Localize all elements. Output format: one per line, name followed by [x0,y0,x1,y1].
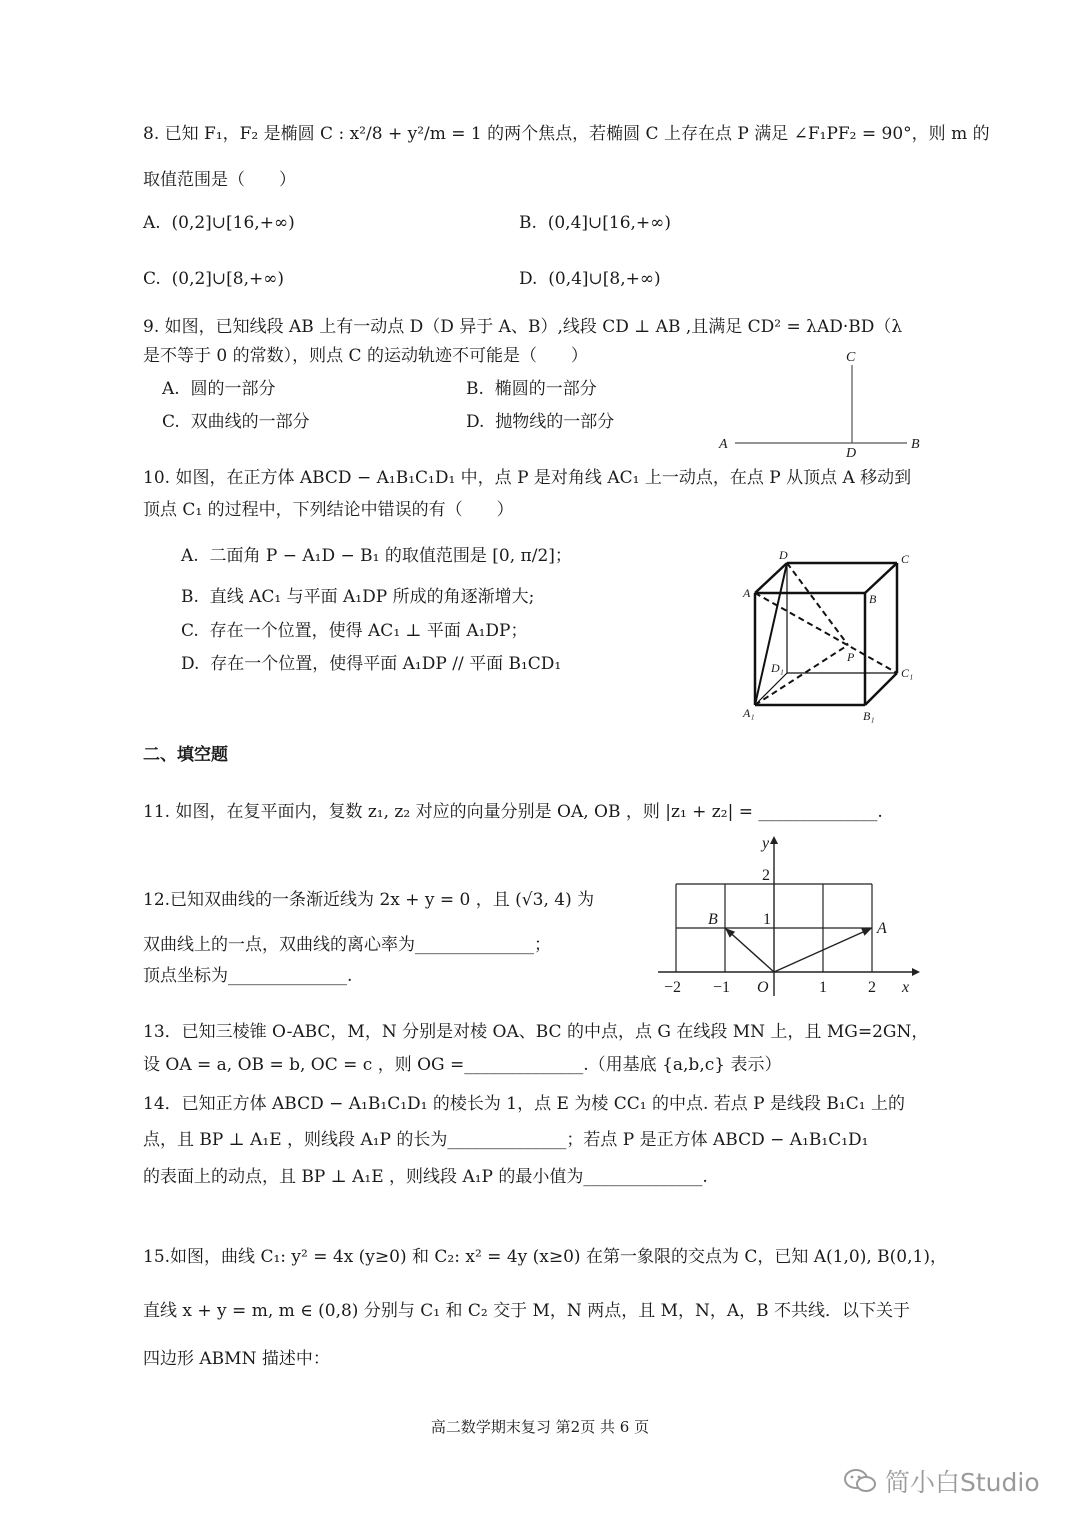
q13-line2: 设 OA = a, OB = b, OC = c ，则 OG =______________.（用基底 {a,b,c} 表示） [143,1055,782,1075]
y-axis-label: y [762,835,770,852]
cube-label-a1: A₁ [743,706,755,720]
x-tick-1: 1 [819,979,827,996]
cube-label-d: D [779,548,788,562]
q9-option-d: D. 抛物线的一部分 [466,412,615,432]
q13-line1: 13．已知三棱锥 O-ABC，M，N 分别是对棱 OA、BC 的中点，点 G 在线段 MN 上，且 MG=2GN， [143,1022,929,1042]
q11-complex-plane-figure [650,832,930,1002]
cube-label-d1: D₁ [771,661,784,675]
page-footer: 高二数学期末复习 第2页 共 6 页 [430,1418,650,1436]
q10-line1: 10. 如图，在正方体 ABCD − A₁B₁C₁D₁ 中，点 P 是对角线 AC₁ 上一动点，在点 P 从顶点 A 移动到 [143,468,912,488]
segment-a1-d [755,563,787,705]
q12-line1: 12.已知双曲线的一条渐近线为 2x + y = 0 ，且 (√3, 4) 为 [143,890,595,910]
q10-cube-figure [735,545,925,725]
cube-label-c1: C₁ [901,666,914,680]
watermark-text: 简小白Studio [885,1468,1040,1497]
q10-option-d: D. 存在一个位置，使得平面 A₁DP // 平面 B₁CD₁ [181,654,562,674]
q12-line2: 双曲线上的一点，双曲线的离心率为______________； [143,935,551,955]
section-heading-fill-in: 二、填空题 [143,745,228,765]
q9-option-b: B. 椭圆的一部分 [466,379,597,399]
q10-line2: 顶点 C₁ 的过程中，下列结论中错误的有（ ） [143,500,514,520]
watermark [843,1463,1040,1499]
y-axis-arrow [770,836,778,844]
vector-oa-arrowhead [861,928,872,936]
q9-label-a: A [719,437,728,452]
edge-b-c [865,563,897,593]
q9-line2: 是不等于 0 的常数），则点 C 的运动轨迹不可能是（ ） [143,346,588,366]
x-tick-neg2: −2 [664,979,682,996]
q8-option-d: D. (0,4]∪[8,+∞) [519,269,661,289]
q9-line1: 9. 如图，已知线段 AB 上有一动点 D（D 异于 A、B）,线段 CD ⊥ AB ,且满足 CD² = λAD·BD（λ [143,317,903,337]
x-tick-2: 2 [868,979,876,996]
cube-label-p: P [847,650,855,664]
q8-option-c: C. (0,2]∪[8,+∞) [143,269,285,289]
q15-line1: 15.如图，曲线 C₁: y² = 4x (y≥0) 和 C₂: x² = 4y (x≥0) 在第一象限的交点为 C，已知 A(1,0), B(0,1)， [143,1247,947,1267]
cube-label-b1: B₁ [863,709,875,723]
x-axis-arrow [912,968,920,976]
q11-line1: 11. 如图，在复平面内，复数 z₁, z₂ 对应的向量分别是 OA, OB ，则 |z₁ + z₂| = ______________. [143,802,883,822]
cube-label-a: A [743,586,751,600]
q9-label-b: B [911,437,920,452]
q9-figure [715,345,930,460]
q14-line2: 点，且 BP ⊥ A₁E ，则线段 A₁P 的长为______________；若点 P 是正方体 ABCD − A₁B₁C₁D₁ [143,1130,869,1150]
segment-d-p [787,563,848,645]
q12-line3: 顶点坐标为______________. [143,966,353,986]
q9-option-a: A. 圆的一部分 [162,379,276,399]
q15-line2: 直线 x + y = m, m ∈ (0,8) 分别与 C₁ 和 C₂ 交于 M，N 两点，且 M，N，A，B 不共线．以下关于 [143,1301,911,1321]
x-axis-label: x [902,979,910,996]
q8-line2: 取值范围是（ ） [143,170,296,190]
q10-option-a: A. 二面角 P − A₁D − B₁ 的取值范围是 [0, π/2]； [181,546,572,566]
q9-label-c: C [846,350,856,365]
q10-option-c: C. 存在一个位置，使得 AC₁ ⊥ 平面 A₁DP； [181,621,528,641]
wechat-icon [843,1468,877,1494]
q8-line1: 8. 已知 F₁，F₂ 是椭圆 C : x²/8 + y²/m = 1 的两个焦点，若椭圆 C 上存在点 P 满足 ∠F₁PF₂ = 90°，则 m 的 [143,124,990,144]
edge-a1-d1 [755,673,787,705]
q10-option-b: B. 直线 AC₁ 与平面 A₁DP 所成的角逐渐增大; [181,587,535,607]
origin-label: O [757,979,769,996]
cube-label-b: B [869,592,877,606]
segment-a1-p [755,645,848,705]
y-tick-2: 2 [762,867,770,884]
x-tick-neg1: −1 [713,979,731,996]
point-b-label: B [708,911,718,928]
q8-option-a: A. (0,2]∪[16,+∞) [143,213,295,233]
q8-option-b: B. (0,4]∪[16,+∞) [519,213,671,233]
y-tick-1: 1 [763,911,771,928]
q15-line3: 四边形 ABMN 描述中： [143,1349,330,1369]
cube-label-c: C [901,552,910,566]
q14-line3: 的表面上的动点，且 BP ⊥ A₁E ，则线段 A₁P 的最小值为______________. [143,1167,708,1187]
point-a-label: A [877,920,887,937]
q14-line1: 14．已知正方体 ABCD − A₁B₁C₁D₁ 的棱长为 1，点 E 为棱 CC₁ 的中点. 若点 P 是线段 B₁C₁ 上的 [143,1094,905,1114]
q9-option-c: C. 双曲线的一部分 [162,412,310,432]
edge-b1-c1 [865,673,897,705]
q9-label-d: D [846,446,857,461]
